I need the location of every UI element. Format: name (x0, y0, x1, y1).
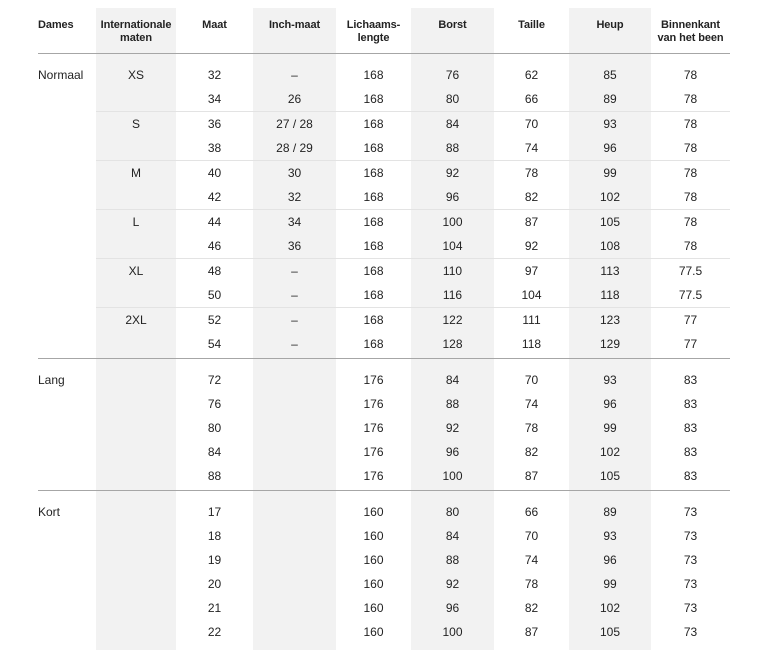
value-cell: 87 (524, 625, 539, 639)
value-cell: 176 (363, 373, 384, 387)
value-cell: 83 (683, 445, 698, 459)
table-row (38, 620, 730, 644)
section-kort (38, 491, 730, 644)
value-cell: 74 (524, 141, 539, 155)
value-cell: 160 (363, 505, 384, 519)
value-cell: 92 (445, 421, 460, 435)
value-cell: 70 (524, 117, 539, 131)
value-cell: 102 (599, 190, 621, 204)
value-cell: 100 (442, 625, 463, 639)
value-cell: 108 (599, 239, 621, 253)
table-row (38, 548, 730, 572)
table-row (38, 283, 730, 307)
value-cell: 70 (524, 373, 539, 387)
value-cell: 168 (363, 68, 384, 82)
table-row (38, 63, 730, 87)
value-cell: 176 (363, 397, 384, 411)
value-cell: 34 (287, 215, 302, 229)
value-cell: 84 (207, 445, 222, 459)
value-cell: 176 (363, 445, 384, 459)
value-cell: 77 (683, 337, 698, 351)
intl-size-cell: M (131, 166, 141, 180)
value-cell: 118 (600, 288, 620, 302)
value-cell: 88 (445, 397, 460, 411)
column-header-taille: Taille (518, 19, 545, 31)
value-cell: 160 (363, 577, 384, 591)
value-cell: 99 (603, 166, 617, 180)
intl-size-cell: XS (127, 68, 144, 82)
value-cell: – (291, 68, 298, 82)
value-cell: 99 (603, 577, 617, 591)
intl-size-cell: 2XL (125, 313, 147, 327)
value-cell: 83 (683, 373, 698, 387)
table-row (38, 210, 730, 234)
value-cell: 96 (445, 445, 460, 459)
value-cell: 105 (599, 625, 621, 639)
column-header-dames: Dames (38, 19, 74, 31)
value-cell: 78 (524, 166, 539, 180)
value-cell: 74 (524, 397, 539, 411)
value-cell: 122 (442, 313, 463, 327)
value-cell: 176 (363, 469, 384, 483)
table-row (38, 234, 730, 258)
value-cell: 87 (524, 215, 539, 229)
value-cell: 78 (683, 190, 698, 204)
intl-size-cell: XL (128, 264, 144, 278)
value-cell: 66 (524, 505, 539, 519)
value-cell: 83 (683, 397, 698, 411)
value-cell: 100 (442, 469, 463, 483)
value-cell: 80 (445, 505, 460, 519)
value-cell: 168 (363, 92, 384, 106)
value-cell: 73 (683, 553, 698, 567)
value-cell: 105 (599, 469, 621, 483)
table-row (38, 259, 730, 283)
table-row (38, 136, 730, 160)
value-cell: 116 (442, 288, 463, 302)
value-cell: 20 (207, 577, 222, 591)
table-row (38, 416, 730, 440)
value-cell: – (291, 264, 298, 278)
value-cell: 73 (683, 577, 698, 591)
value-cell: 96 (603, 553, 617, 567)
value-cell: 168 (363, 313, 384, 327)
value-cell: 44 (207, 215, 222, 229)
value-cell: 102 (599, 601, 621, 615)
value-cell: 84 (445, 373, 460, 387)
column-header-heup: Heup (596, 19, 624, 31)
value-cell: 168 (363, 166, 384, 180)
table-row (38, 440, 730, 464)
value-cell: 84 (445, 529, 460, 543)
value-cell: 168 (363, 117, 384, 131)
table-row (38, 392, 730, 416)
table-row (38, 332, 730, 356)
column-header-lichaams-lengte: Lichaams-lengte (346, 19, 401, 44)
value-cell: 111 (522, 313, 541, 327)
table-row (38, 524, 730, 548)
value-cell: 92 (445, 166, 460, 180)
section-lang (38, 359, 730, 488)
value-cell: 88 (445, 141, 460, 155)
value-cell: 36 (207, 117, 222, 131)
value-cell: 62 (524, 68, 539, 82)
value-cell: 93 (603, 373, 617, 387)
value-cell: 160 (363, 529, 384, 543)
value-cell: 38 (207, 141, 222, 155)
value-cell: 66 (524, 92, 539, 106)
value-cell: 77 (683, 313, 698, 327)
table-header-row (38, 8, 730, 53)
value-cell: 73 (683, 601, 698, 615)
value-cell: 89 (603, 92, 617, 106)
value-cell: 73 (683, 529, 698, 543)
value-cell: 85 (603, 68, 617, 82)
value-cell: 28 / 29 (276, 141, 313, 155)
intl-size-cell: S (131, 117, 140, 131)
value-cell: 82 (524, 445, 539, 459)
value-cell: 102 (599, 445, 621, 459)
value-cell: 92 (524, 239, 539, 253)
value-cell: 104 (442, 239, 463, 253)
value-cell: 128 (442, 337, 463, 351)
value-cell: 52 (207, 313, 222, 327)
value-cell: – (291, 337, 298, 351)
value-cell: 88 (207, 469, 222, 483)
table-row (38, 572, 730, 596)
value-cell: 36 (287, 239, 302, 253)
value-cell: 93 (603, 529, 617, 543)
value-cell: 104 (521, 288, 542, 302)
value-cell: 76 (207, 397, 222, 411)
value-cell: 74 (524, 553, 539, 567)
value-cell: 168 (363, 264, 384, 278)
column-header-inch-maat: Inch-maat (268, 19, 321, 31)
value-cell: 76 (445, 68, 460, 82)
value-cell: 105 (599, 215, 621, 229)
value-cell: 17 (207, 505, 222, 519)
value-cell: 84 (445, 117, 460, 131)
value-cell: 82 (524, 601, 539, 615)
value-cell: 18 (207, 529, 222, 543)
column-header-borst: Borst (438, 19, 467, 31)
value-cell: 26 (287, 92, 302, 106)
value-cell: 160 (363, 601, 384, 615)
value-cell: 113 (600, 264, 620, 278)
column-header-maat: Maat (202, 19, 227, 31)
table-row (38, 87, 730, 111)
table-row (38, 308, 730, 332)
value-cell: 168 (363, 239, 384, 253)
value-cell: 78 (683, 166, 698, 180)
value-cell: 77.5 (678, 264, 703, 278)
value-cell: 78 (683, 215, 698, 229)
size-chart-table (38, 8, 730, 650)
value-cell: 82 (524, 190, 539, 204)
value-cell: 160 (363, 625, 384, 639)
value-cell: 110 (442, 264, 463, 278)
value-cell: 34 (207, 92, 222, 106)
value-cell: 78 (683, 117, 698, 131)
value-cell: 78 (683, 68, 698, 82)
value-cell: 92 (445, 577, 460, 591)
value-cell: 96 (445, 190, 460, 204)
value-cell: 72 (207, 373, 222, 387)
value-cell: 48 (207, 264, 222, 278)
value-cell: 50 (207, 288, 222, 302)
value-cell: 89 (603, 505, 617, 519)
value-cell: 87 (524, 469, 539, 483)
value-cell: 96 (603, 141, 617, 155)
table-row (38, 368, 730, 392)
value-cell: 99 (603, 421, 617, 435)
value-cell: 168 (363, 288, 384, 302)
value-cell: 80 (207, 421, 222, 435)
value-cell: 77.5 (678, 288, 703, 302)
value-cell: 32 (287, 190, 302, 204)
table-row (38, 596, 730, 620)
value-cell: 78 (683, 239, 698, 253)
column-header-internationale-maten: Internationale maten (100, 19, 172, 44)
value-cell: 22 (207, 625, 222, 639)
value-cell: – (291, 313, 298, 327)
section-label-cell: Normaal (38, 68, 84, 82)
value-cell: 19 (207, 553, 222, 567)
value-cell: 78 (524, 421, 539, 435)
value-cell: 73 (683, 625, 698, 639)
value-cell: 70 (524, 529, 539, 543)
value-cell: 118 (521, 337, 542, 351)
value-cell: 27 / 28 (276, 117, 313, 131)
value-cell: 168 (363, 337, 384, 351)
value-cell: 40 (207, 166, 222, 180)
value-cell: 123 (599, 313, 621, 327)
intl-size-cell: L (132, 215, 140, 229)
value-cell: 54 (207, 337, 222, 351)
table-row (38, 161, 730, 185)
value-cell: 88 (445, 553, 460, 567)
value-cell: 78 (683, 92, 698, 106)
section-label-cell: Lang (38, 373, 65, 387)
value-cell: 97 (524, 264, 539, 278)
table-row (38, 112, 730, 136)
value-cell: 176 (363, 421, 384, 435)
value-cell: 96 (603, 397, 617, 411)
value-cell: 80 (445, 92, 460, 106)
value-cell: 93 (603, 117, 617, 131)
value-cell: 96 (445, 601, 460, 615)
value-cell: – (291, 288, 298, 302)
value-cell: 73 (683, 505, 698, 519)
value-cell: 168 (363, 141, 384, 155)
table-row (38, 500, 730, 524)
table-row (38, 185, 730, 209)
value-cell: 78 (683, 141, 698, 155)
section-normaal (38, 54, 730, 356)
column-header-binnenkant-van-het-been: Binnenkant van het been (657, 19, 724, 44)
value-cell: 30 (287, 166, 302, 180)
value-cell: 32 (207, 68, 222, 82)
value-cell: 21 (207, 601, 222, 615)
value-cell: 78 (524, 577, 539, 591)
value-cell: 100 (442, 215, 463, 229)
value-cell: 129 (599, 337, 621, 351)
value-cell: 168 (363, 190, 384, 204)
value-cell: 160 (363, 553, 384, 567)
value-cell: 83 (683, 469, 698, 483)
section-label-cell: Kort (38, 505, 61, 519)
value-cell: 46 (207, 239, 222, 253)
value-cell: 168 (363, 215, 384, 229)
value-cell: 83 (683, 421, 698, 435)
table-row (38, 464, 730, 488)
value-cell: 42 (207, 190, 222, 204)
